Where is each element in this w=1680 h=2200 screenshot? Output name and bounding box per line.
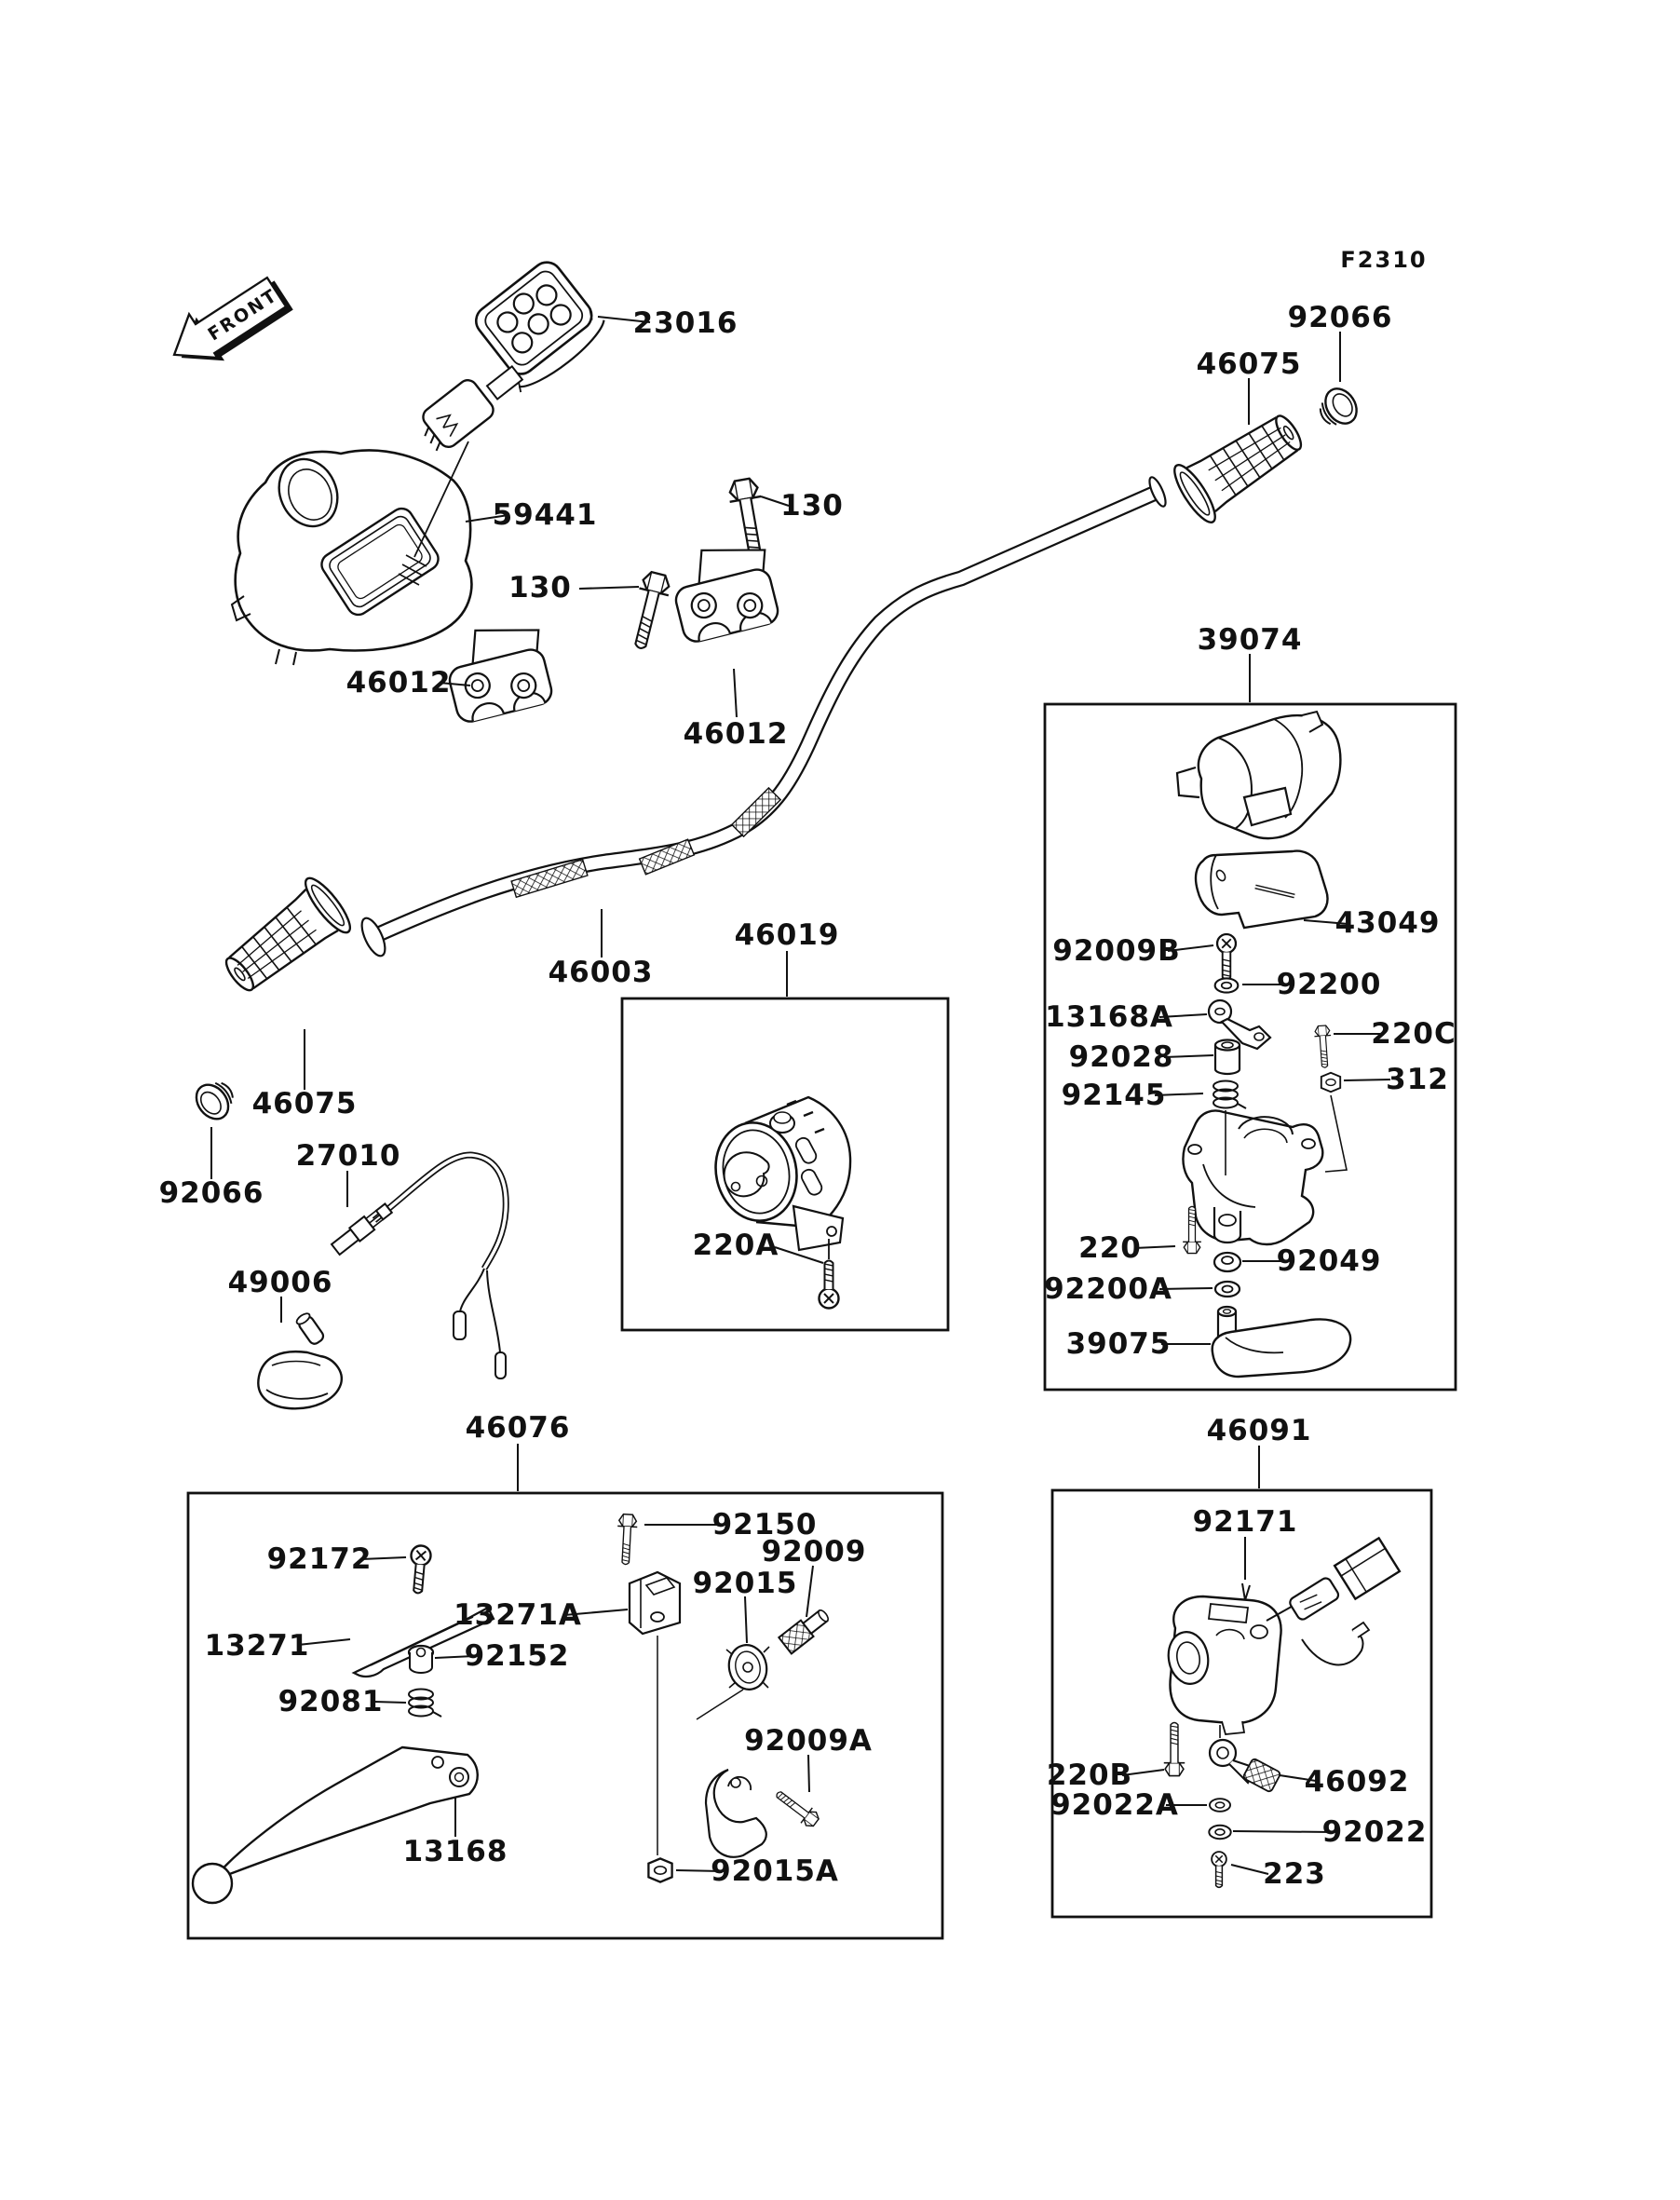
part-label-92200: 92200 — [1276, 968, 1382, 1001]
part-label-92009A: 92009A — [744, 1724, 873, 1758]
front-label: FRONT — [203, 284, 282, 346]
part-label-312: 312 — [1386, 1063, 1449, 1096]
part-label-46091: 46091 — [1206, 1414, 1312, 1447]
part-label-13271A: 13271A — [454, 1598, 582, 1632]
part-label-92171: 92171 — [1192, 1505, 1298, 1539]
part-label-46003: 46003 — [548, 956, 654, 989]
part-label-49006: 49006 — [227, 1266, 333, 1299]
part-label-39074: 39074 — [1197, 623, 1303, 657]
part-label-92150: 92150 — [711, 1508, 818, 1541]
part-label-92015: 92015 — [692, 1567, 798, 1600]
part-label-46012: 46012 — [683, 717, 789, 751]
part-label-92200A: 92200A — [1044, 1272, 1172, 1306]
part-label-92015A: 92015A — [711, 1854, 839, 1888]
part-label-43049: 43049 — [1335, 906, 1441, 940]
part-label-92152: 92152 — [464, 1639, 570, 1673]
part-label-130: 130 — [508, 571, 572, 604]
part-label-13271: 13271 — [204, 1629, 310, 1663]
part-label-46075: 46075 — [1196, 347, 1302, 381]
part-label-46076: 46076 — [465, 1411, 571, 1445]
part-label-92009B: 92009B — [1052, 934, 1181, 968]
part-label-23016: 23016 — [632, 306, 738, 340]
part-label-223: 223 — [1263, 1857, 1326, 1891]
part-label-39075: 39075 — [1065, 1327, 1172, 1361]
part-label-46075: 46075 — [251, 1087, 358, 1120]
part-label-59441: 59441 — [492, 498, 598, 532]
part-label-220B: 220B — [1046, 1759, 1133, 1792]
part-label-92172: 92172 — [266, 1542, 373, 1576]
part-label-92022A: 92022A — [1050, 1788, 1179, 1822]
part-label-92028: 92028 — [1068, 1040, 1174, 1074]
part-label-92145: 92145 — [1061, 1079, 1167, 1112]
part-label-46019: 46019 — [734, 918, 840, 952]
part-label-92049: 92049 — [1276, 1244, 1382, 1278]
part-label-13168: 13168 — [402, 1835, 508, 1868]
part-label-92066: 92066 — [158, 1176, 264, 1210]
part-label-46092: 46092 — [1304, 1765, 1410, 1799]
part-label-92066: 92066 — [1287, 301, 1393, 334]
figure-code: F2310 — [1340, 247, 1428, 273]
part-label-220: 220 — [1078, 1231, 1142, 1265]
part-label-13168A: 13168A — [1045, 1000, 1173, 1034]
part-label-27010: 27010 — [295, 1139, 401, 1173]
part-label-92022: 92022 — [1321, 1815, 1428, 1849]
part-label-92081: 92081 — [278, 1685, 384, 1718]
part-label-92009: 92009 — [761, 1535, 867, 1569]
part-label-220C: 220C — [1371, 1017, 1456, 1051]
part-label-130: 130 — [780, 489, 844, 523]
part-label-46012: 46012 — [345, 666, 452, 699]
part-label-220A: 220A — [692, 1229, 779, 1262]
